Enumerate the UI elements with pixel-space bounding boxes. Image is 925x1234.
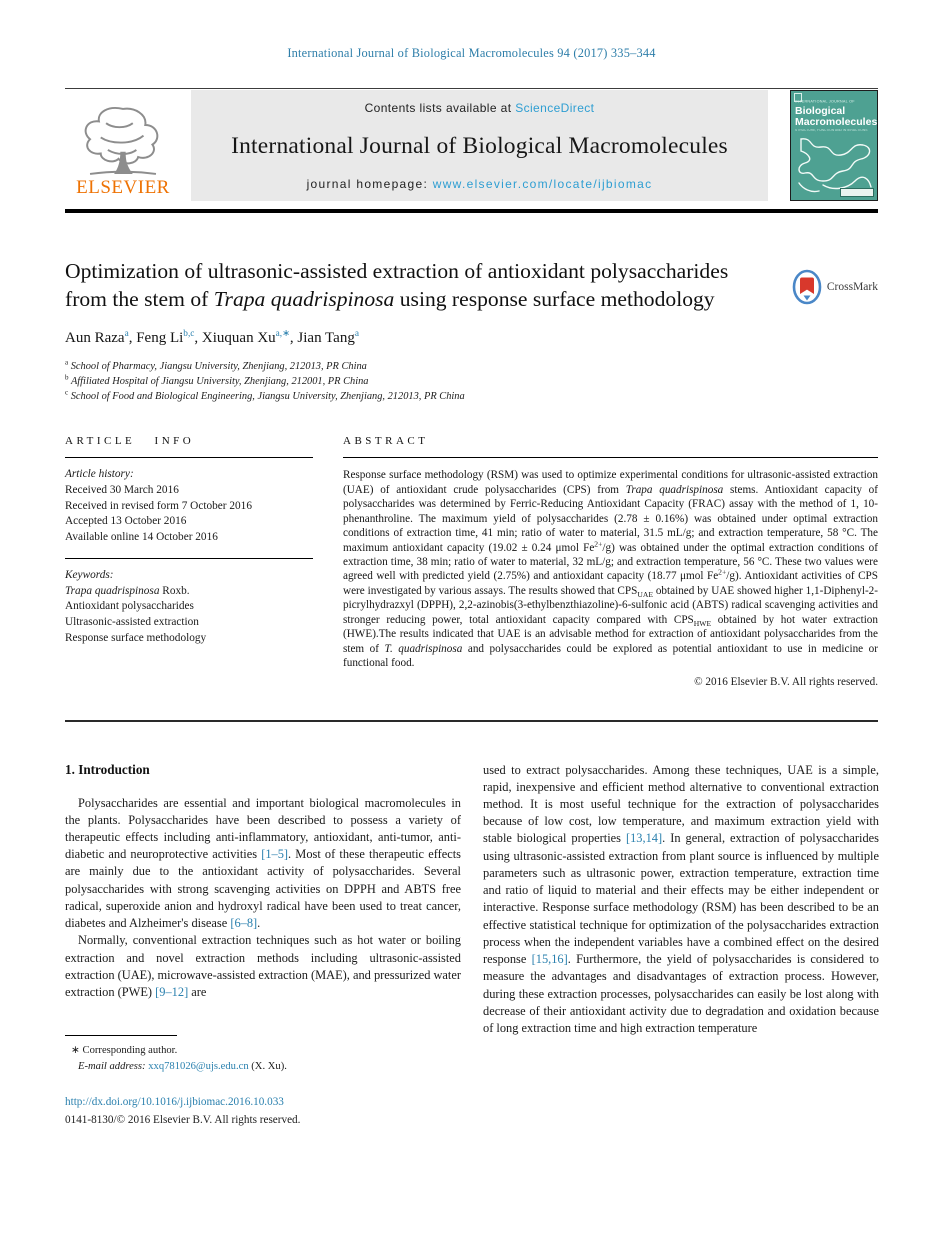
crossmark-badge[interactable] [792,267,878,307]
elsevier-wordmark: ELSEVIER [76,177,170,198]
text-segment: School of Pharmacy, Jiangsu University, Zhenjiang, 212013, PR China [68,361,367,373]
elsevier-logo[interactable] [65,90,181,201]
inline-reference-link[interactable]: [1–5] [261,847,289,862]
text-segment: Trapa quadrispinosa [625,483,724,496]
text-segment: Trapa quadrispinosa [65,584,160,597]
text-segment: used to extract polysaccharides. Among these techniques, UAE is a simple, rapid, inexpensive and efficient method alternative to conventional extraction method. It is most useful technique for the extraction of polysaccharides because of low cost, low temperature, and maximum extraction yield with stable biological properties [483,762,879,846]
text-segment: obtained by hot water extraction (HWE).The results indicated that UAE is an advisable method for extraction of antioxidant polysaccharides from the stem of [343,613,878,655]
text-segment: obtained by UAE showed higher 1,1-Diphenyl-2-picrylhydrazxyl (DPPH), 2,2-azinobis(3-ethylbenzthiazoline)-6-sulfonic acid (ABTS) radical scavenging activities and stronger reducing power, total antioxidant capacity compared with CPS [343,584,878,626]
email-label: E-mail address: [78,1060,149,1072]
text-segment: , Xiuquan Xu [194,330,276,347]
right-column [483,762,879,1129]
footnote-rule [65,1035,177,1036]
keyword-entry [65,631,313,647]
inline-reference-link[interactable]: b,c [183,329,195,340]
corresponding-author-note: ∗ Corresponding author. [71,1045,178,1057]
journal-header [65,90,878,201]
email-link[interactable]: xxq781026@ujs.edu.cn [148,1060,249,1072]
affiliation-a [65,360,878,375]
text-segment: Response surface methodology [65,631,207,644]
text-segment: HWE [693,619,712,629]
journal-cover-thumbnail[interactable] [790,90,878,201]
text-segment: . [257,916,261,931]
cover-sciencedirect-badge [840,188,874,197]
history-entry: Accepted 13 October 2016 [65,515,187,528]
text-segment: and polysaccharides could be explored as potential antioxidant to use in medicine or functional food. [343,642,878,670]
article-history-block [65,467,313,545]
text-segment: UAE [637,590,653,600]
abstract-header: ABSTRACT [343,435,878,458]
homepage-line [307,177,653,191]
history-entry: Received 30 March 2016 [65,484,179,497]
text-segment: Normally, conventional extraction techniques such as hot water or boiling extraction and novel extraction methods including ultrasonic-assisted extraction (UAE), microwave-assisted extraction (MAE), and pressurized water extraction (PWE) [65,933,462,1000]
inline-reference-link[interactable]: a [124,329,129,340]
author-list [65,330,878,347]
article-body [65,762,878,1129]
history-entry: Available online 14 October 2016 [65,531,218,544]
text-segment: Aun Raza [65,330,125,347]
header-divider [65,209,878,213]
text-segment: Trapa quadrispinosa [213,287,395,312]
text-segment: a [65,358,69,367]
text-segment: 2+ [718,567,727,577]
intro-paragraph-1 [65,795,461,933]
keywords-block [65,558,313,646]
journal-homepage-link[interactable]: www.elsevier.com/locate/ijbiomac [432,177,653,191]
keyword-entry [65,599,313,615]
text-segment: b [65,373,69,382]
intro-paragraph-3 [483,762,879,1038]
doi-link[interactable]: http://dx.doi.org/10.1016/j.ijbiomac.2016.10.033 [65,1096,284,1109]
keyword-entry [65,584,313,600]
page-footer [65,1095,461,1128]
affiliation-c [65,390,878,405]
text-segment: Ultrasonic-assisted extraction [65,615,199,628]
keywords-label: Keywords: [65,568,114,581]
cover-caption: INTERNATIONAL JOURNAL OF [795,100,855,104]
history-label: Article history: [65,468,134,481]
history-entry: Received in revised form 7 October 2016 [65,499,252,512]
homepage-label: journal homepage: [306,177,433,191]
cover-title-line1: Biological [795,105,846,117]
header-top-rule [65,88,878,89]
text-segment: Polysaccharides are essential and important biological macromolecules in the plants. Polysaccharides have been described to possess a variety of therapeutic effects including anti-inflammatory, antioxidant, anti-tumor, anti-diabetic and neuroprotective activities [65,795,461,862]
text-segment: /g) was obtained under the optimal extraction conditions of extraction time, 38 min; ratio of water to material, 32 mL/g; and extraction temperature, 56 °C. These two values were agreed well with predicted yield (2.75%) and antioxidant capacity (18.77 μmol Fe [343,541,878,583]
text-segment: School of Food and Biological Engineering, Jiangsu University, Zhenjiang, 212013, PR China [68,390,465,402]
cover-title-line2: Macromolecules [795,115,878,128]
text-segment: , Feng Li [128,330,184,347]
keyword-entry [65,615,313,631]
email-suffix: (X. Xu). [248,1060,287,1072]
journal-banner [191,90,768,201]
text-segment: 2+ [594,538,603,548]
inline-reference-link[interactable]: [6–8] [230,916,258,931]
issn-copyright-line: 0141-8130/© 2016 Elsevier B.V. All rights reserved. [65,1113,301,1126]
inline-reference-link[interactable]: a,∗ [275,329,290,340]
article-info-column [65,435,313,687]
section-divider [65,720,878,722]
text-segment: are [188,985,207,1000]
text-segment: , Jian Tang [289,330,355,347]
abstract-column [343,435,878,687]
sciencedirect-link[interactable]: ScienceDirect [515,101,595,115]
inline-reference-link[interactable]: [13,14] [625,831,663,846]
crossmark-icon [792,269,822,305]
introduction-heading: 1. Introduction [65,761,150,777]
inline-reference-link[interactable]: [15,16] [531,952,568,967]
affiliation-b [65,375,878,390]
text-segment: . In general, extraction of polysaccharides using ultrasonic-assisted extraction from plant source is influenced by multiple parameters such as ultrasonic power, extraction temperature, extraction time and ratio of liquid to material and their effects may be either independent or interactive. Response surface methodology (RSM) has been described to be an effective statistical technique for optimization of the polysaccharides extraction process when the independent variables have a combined effect on the desired response [483,831,880,967]
contents-line [365,101,595,115]
text-segment: /g). Antioxidant activities of CPS were investigated by various assays. The results showed that CPS [343,570,878,597]
cover-subtitle: STRUCTURE, FUNCTION AND INTERACTIONS [795,128,868,133]
text-segment: c [65,388,69,397]
abstract-text [343,468,878,670]
text-segment: Response surface methodology (RSM) was used to optimize experimental conditions for ultrasonic-assisted extraction (UAE) of antioxidant crude polysaccharides (CPS) from [343,469,878,496]
contents-prefix: Contents lists available at [364,101,516,115]
text-segment: Affiliated Hospital of Jiangsu University, Zhenjiang, 212001, PR China [68,375,369,387]
intro-paragraph-2 [65,932,461,1001]
affiliations [65,360,878,404]
left-column [65,762,461,1129]
crossmark-label: CrossMark [826,281,878,293]
inline-reference-link[interactable]: [9–12] [155,985,189,1000]
copyright-line: © 2016 Elsevier B.V. All rights reserved. [694,675,878,688]
text-segment: Roxb. [159,584,190,597]
text-segment: . Most of these therapeutic effects are mainly due to the antioxidant activity of polysaccharides. Several polysaccharides with strong scavenging activities on DPPH and ABTS free radical, superoxide anion and hydroxyl radical have been used to treat cancer, diabetes and Alzheimer's disease [65,847,461,931]
text-segment: Optimization of ultrasonic-assisted extraction of antioxidant polysaccharides from the stem of [65,259,729,312]
elsevier-tree-icon [74,103,172,179]
footnote-block [65,1035,461,1074]
journal-title: International Journal of Biological Macromolecules [231,132,728,159]
title-block [65,257,878,313]
text-segment: stems. Antioxidant capacity of polysaccharides was determined by Ferric-Reducing Antioxidant Capacity (FRAC) assay with the method of 1, 10-phenanthroline. The maximum yield of polysaccharides (2.78 ± 0.16%) was obtained under optimal extraction conditions of extraction time, 41 min; ratio of water to material, 31.5 mL/g; and extraction temperature, 58 °C. The maximum antioxidant capacity (19.02 ± 0.24 μmol Fe [343,483,878,554]
inline-reference-link[interactable]: a [354,329,359,340]
running-head-citation: International Journal of Biological Macromolecules 94 (2017) 335–344 [287,46,656,60]
text-segment: . Furthermore, the yield of polysaccharides is considered to measure the advantages and disadvantages of extraction process. However, during these extraction processes, polysaccharides can easily be lost along with decrease of their antioxidant activity due to degradation and oxidation because of long extraction time and high extraction temperature [483,952,879,1036]
text-segment: Antioxidant polysaccharides [65,600,194,613]
text-segment: T. quadrispinosa [384,642,463,655]
article-info-header: ARTICLE INFO [65,435,313,458]
article-title [65,257,761,313]
text-segment: using response surface methodology [394,287,715,312]
email-line [65,1059,461,1074]
meta-section [65,435,878,687]
